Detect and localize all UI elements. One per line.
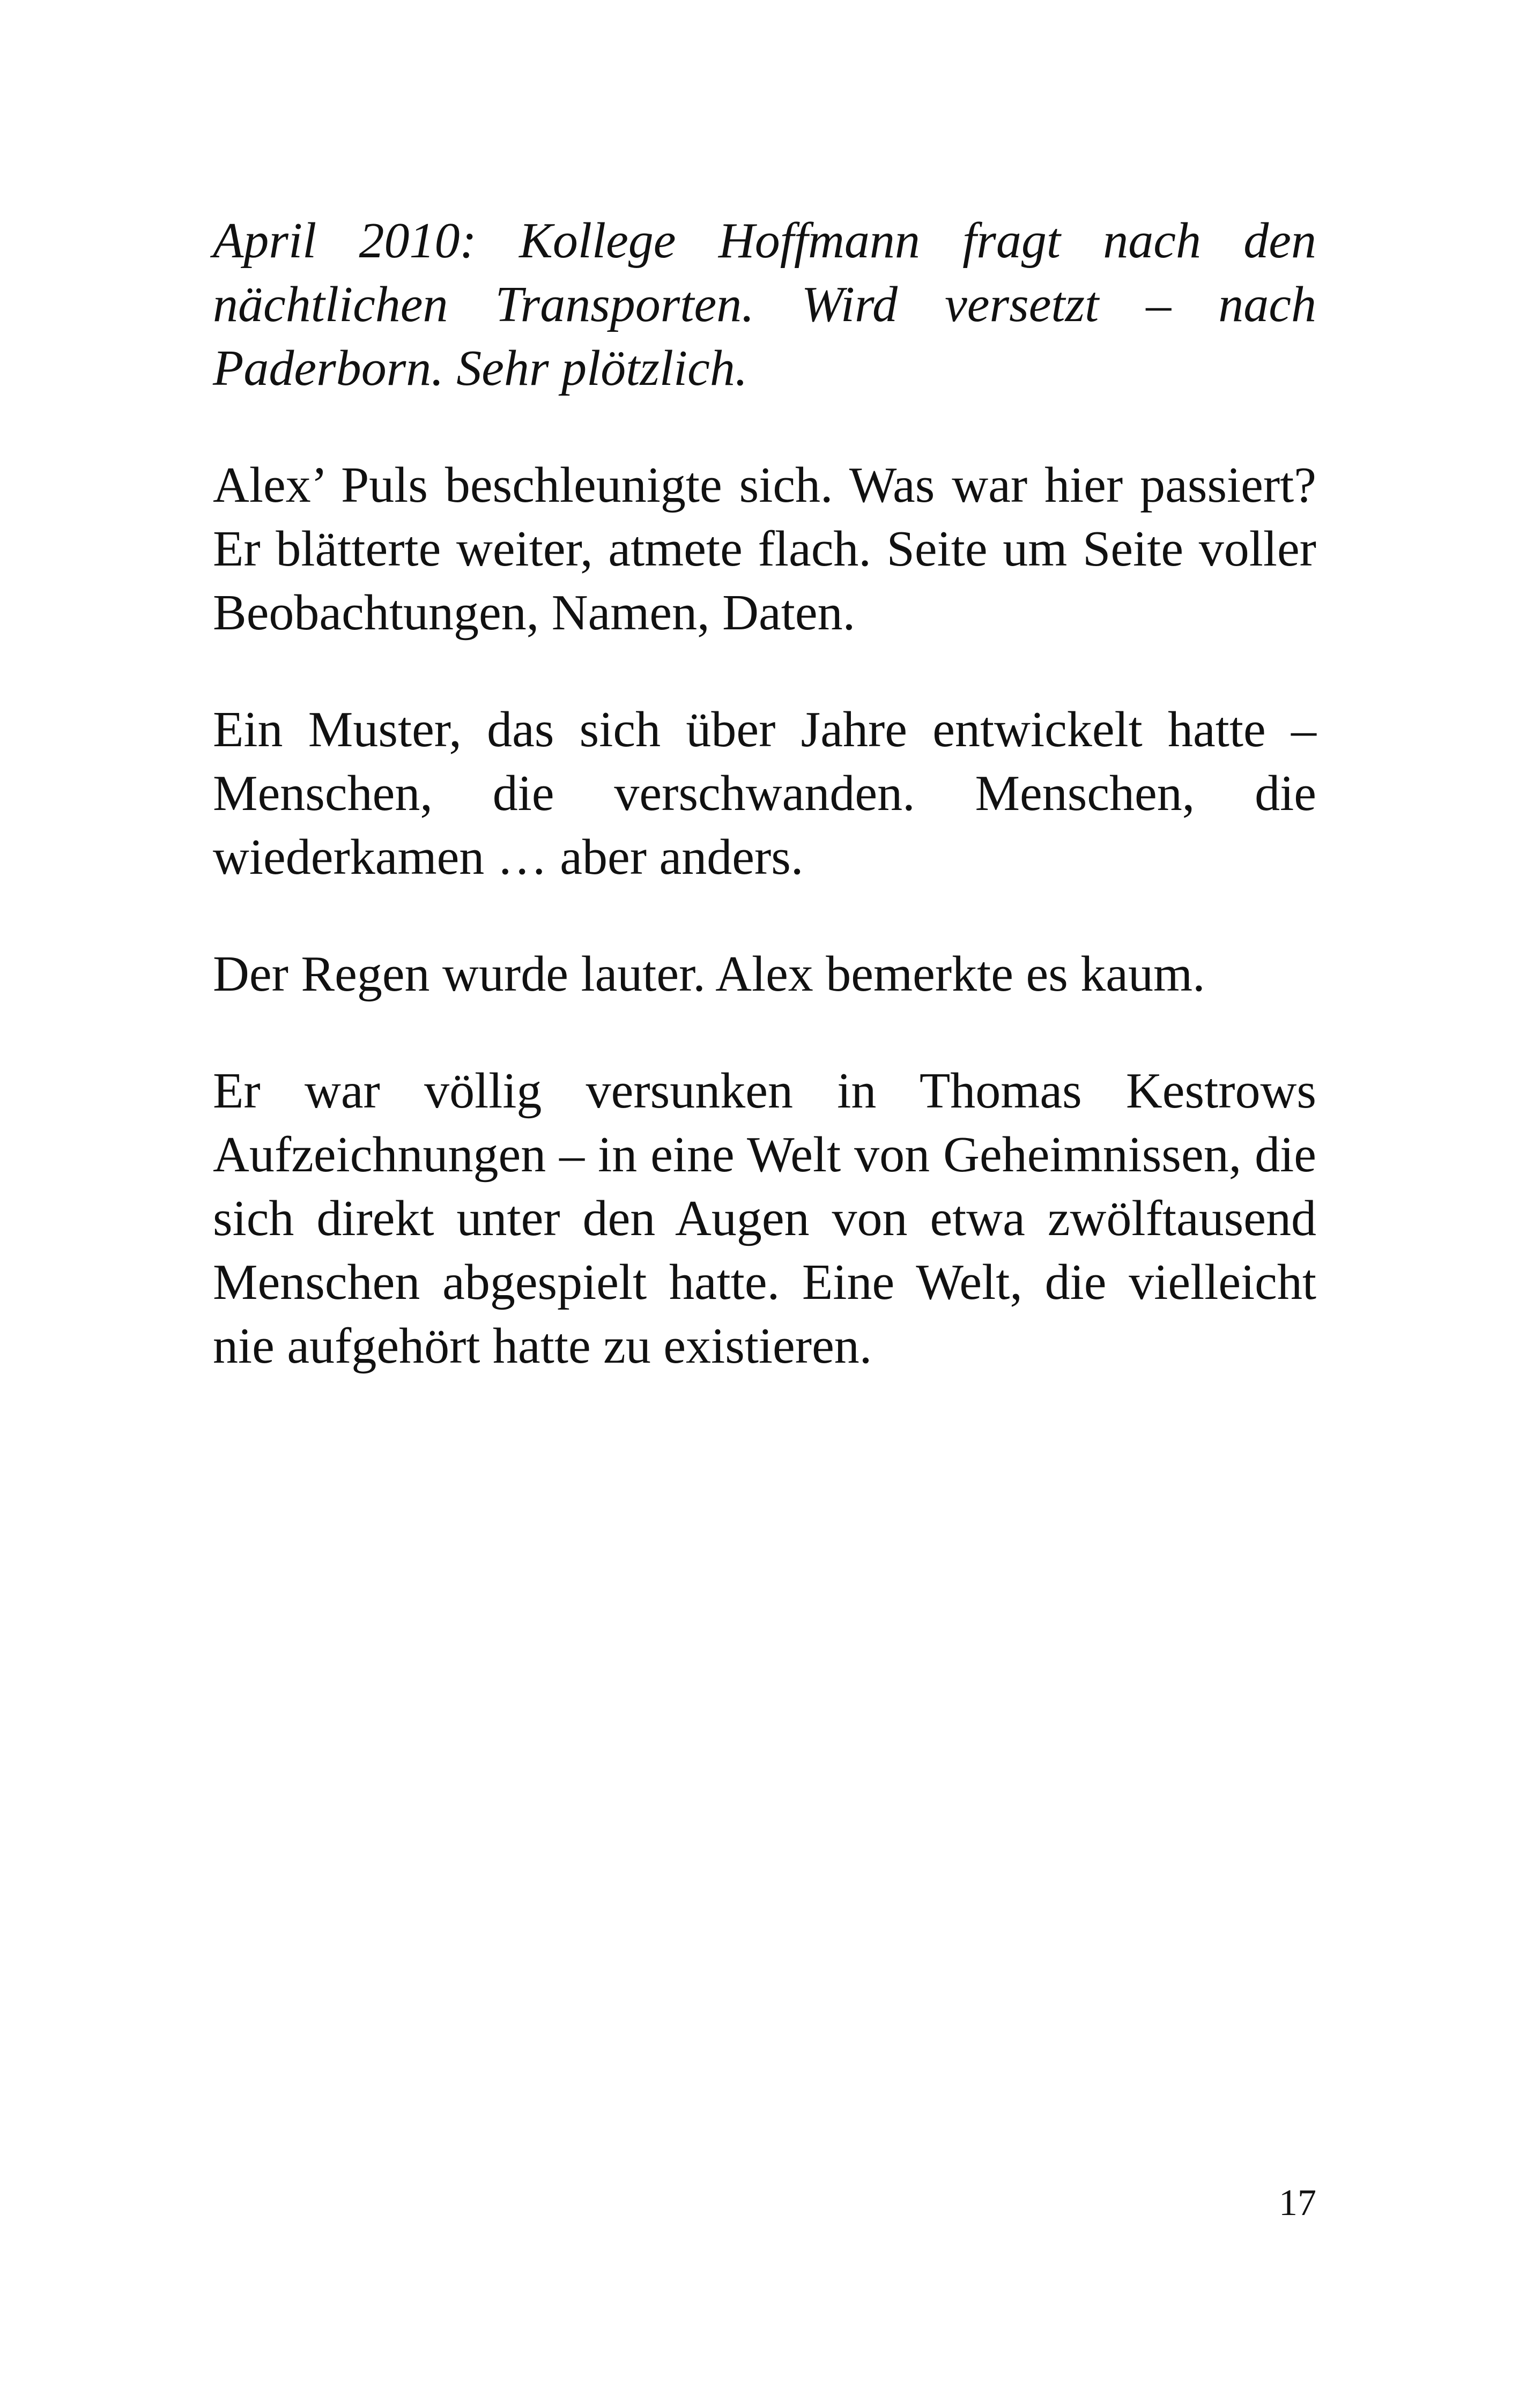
paragraph-pattern: Ein Muster, das sich über Jahre entwickelt hatte – Menschen, die verschwanden. Menschen, die wiederkamen … aber anders. [213, 702, 1316, 885]
paragraph-rain: Der Regen wurde lauter. Alex bemerkte es kaum. [213, 946, 1205, 1002]
page-number: 17 [1279, 2182, 1316, 2224]
paragraph-records: Er war völlig versunken in Thomas Kestrows Aufzeichnungen – in eine Welt von Geheimnissen, die sich direkt unter den Augen von etwa zwölftausend Menschen abgespielt hatte. Eine Welt, die vielleicht nie aufgehört hatte zu existieren. [213, 1063, 1316, 1374]
body-text [213, 209, 1316, 1431]
paragraph-diary-entry: April 2010: Kollege Hoffmann fragt nach den nächtlichen Transporten. Wird versetzt – nach Paderborn. Sehr plötzlich. [213, 213, 1316, 396]
paragraph-pulse: Alex’ Puls beschleunigte sich. Was war hier passiert? Er blätterte weiter, atmete flach. Seite um Seite voller Beobachtungen, Namen, Daten. [213, 457, 1316, 641]
